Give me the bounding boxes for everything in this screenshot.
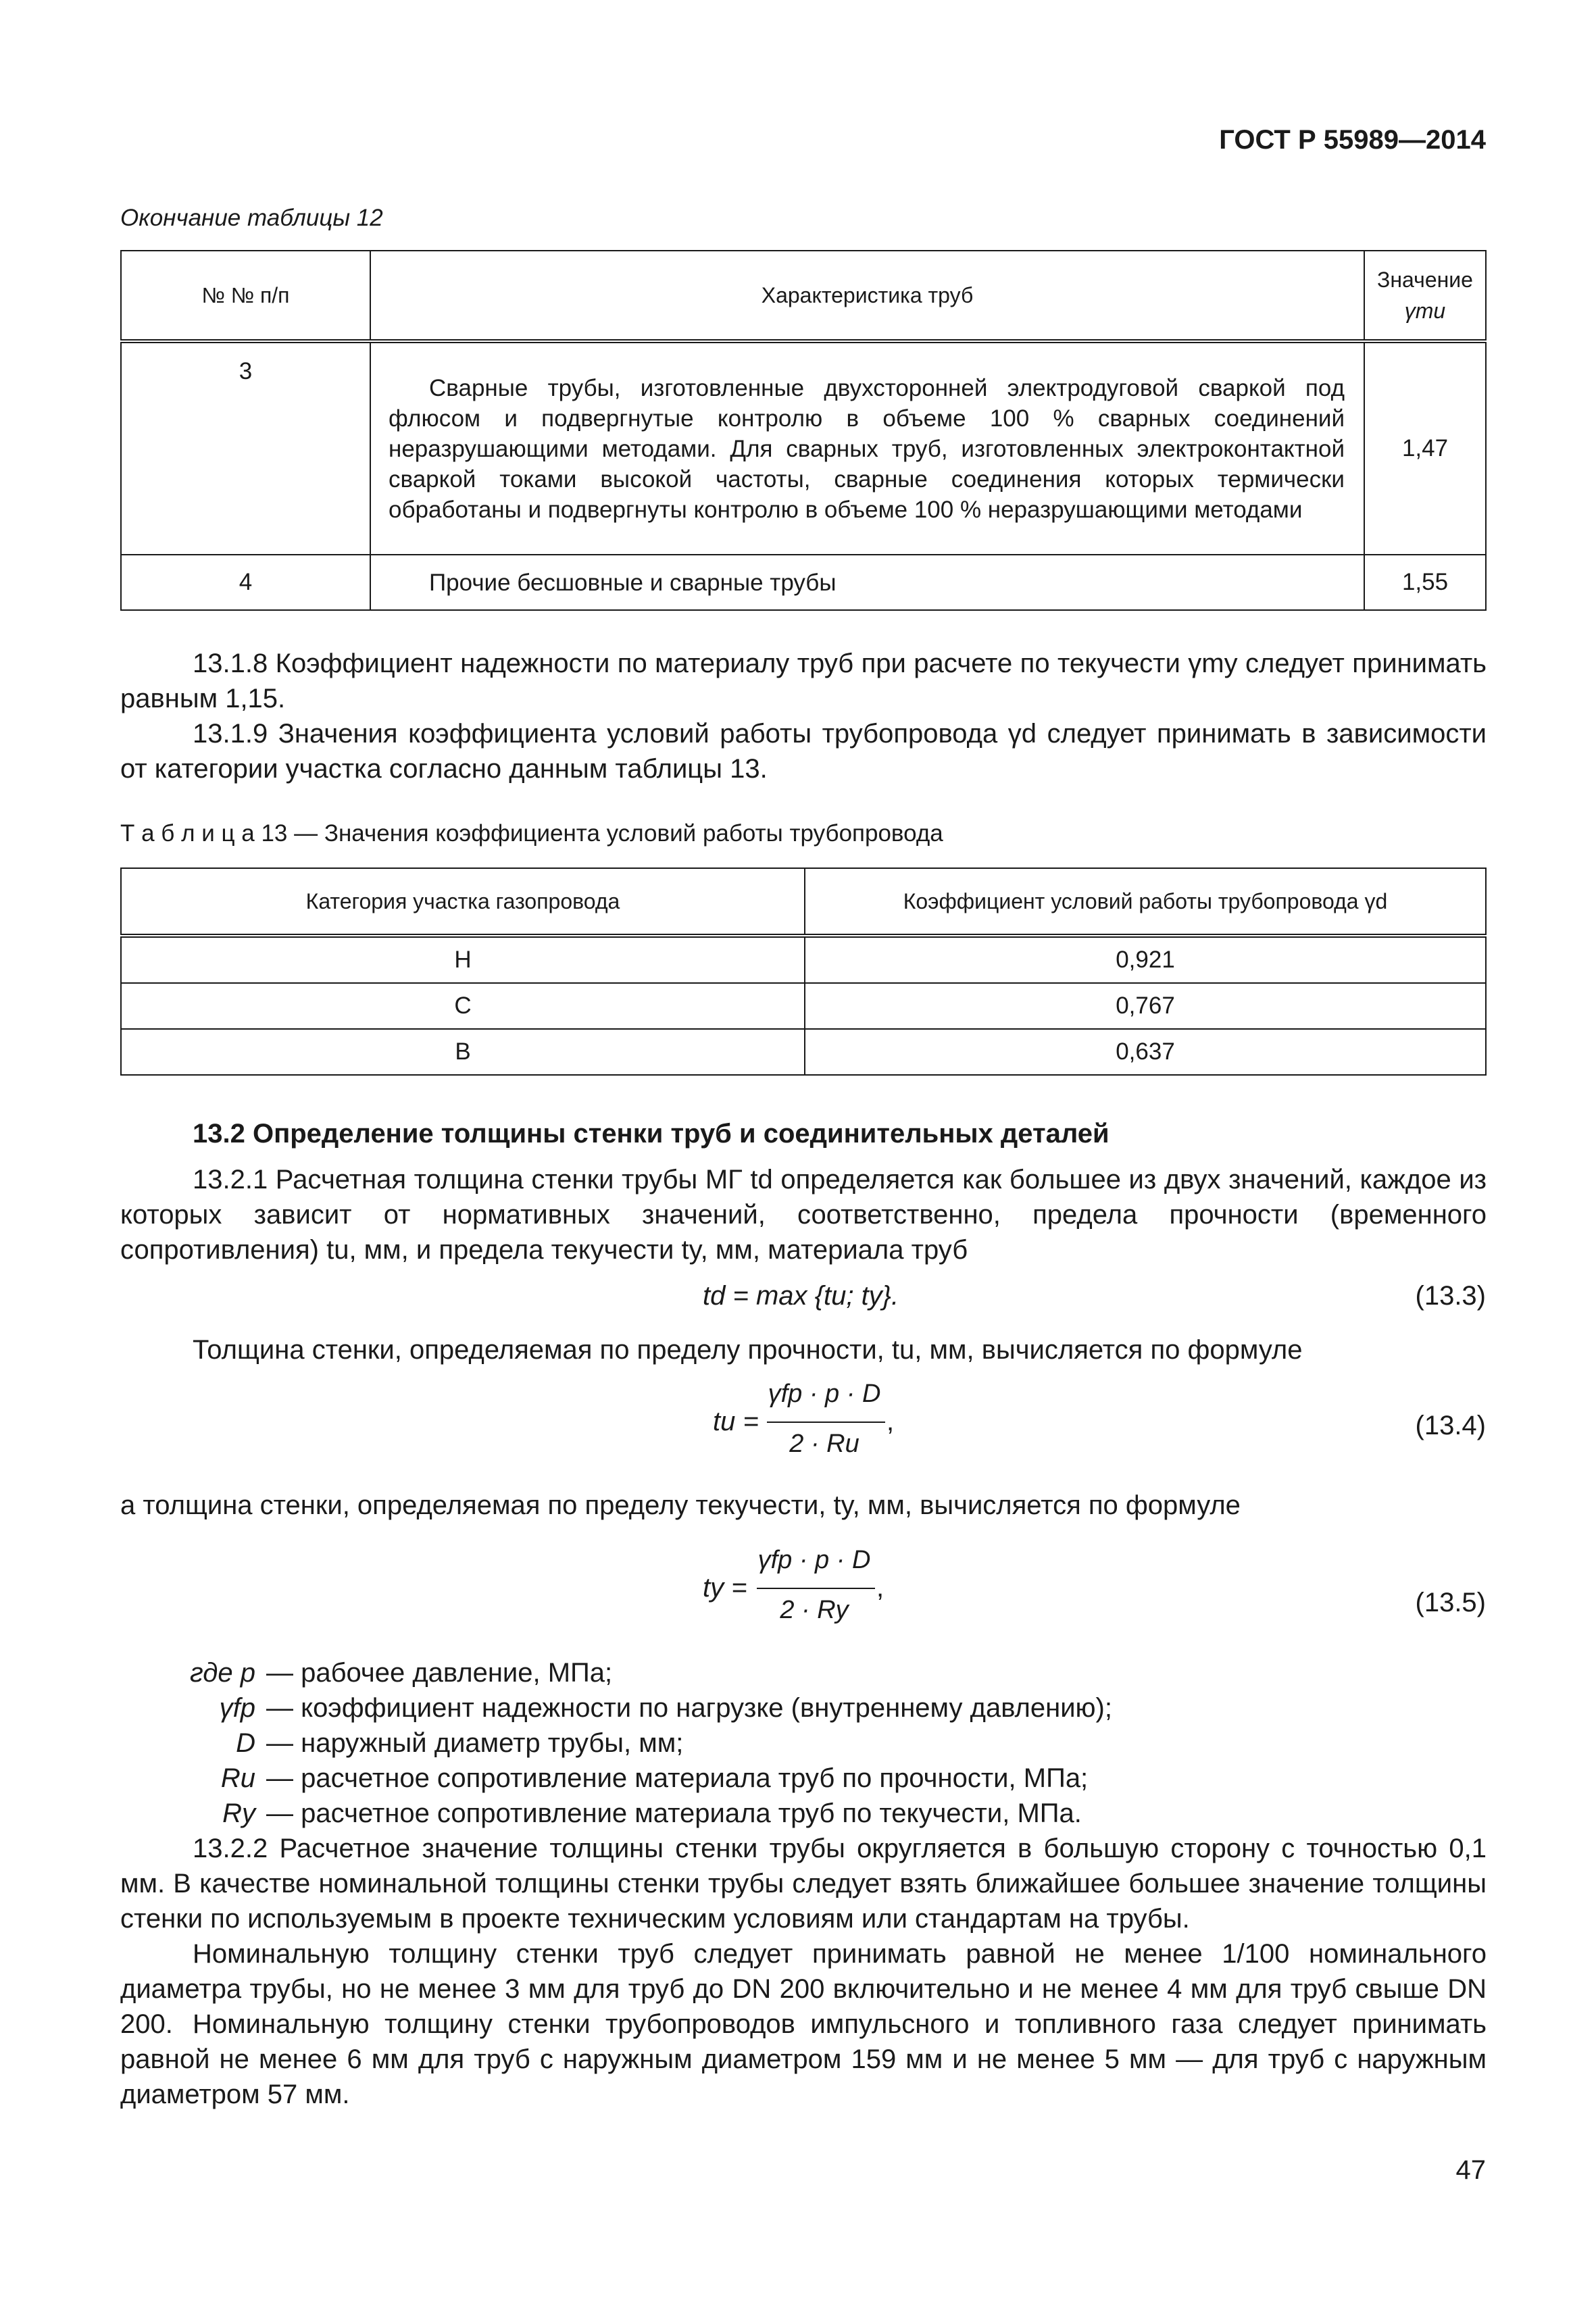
- eq-13-5-numerator: γfp · p · D: [757, 1546, 871, 1574]
- where-desc: — коэффициент надежности по нагрузке (внутреннему давлению);: [266, 1693, 1112, 1723]
- where-symbol: где p: [190, 1658, 255, 1688]
- eq-13-4-comma: ,: [887, 1407, 895, 1436]
- table13-col-category: Категория участка газопровода: [121, 868, 805, 936]
- table-row-cat: Н: [121, 936, 805, 983]
- table-row-cat: В: [121, 1029, 805, 1075]
- table-row-value: 0,921: [805, 936, 1486, 983]
- table-row-text: Прочие бесшовные и сварные трубы: [370, 555, 1364, 610]
- eq-13-4-fraction-bar: [767, 1422, 885, 1423]
- table-row-cat: С: [121, 983, 805, 1029]
- table12-col-char: Характеристика труб: [370, 251, 1364, 341]
- table-row-num: 3: [121, 341, 370, 555]
- table-13: [120, 867, 1487, 1076]
- table12-col-num: № № п/п: [121, 251, 370, 341]
- eq-13-4-numerator: γfp · p · D: [768, 1380, 881, 1408]
- table-row-text: Сварные трубы, изготовленные двухсторонней электродуговой сваркой под флюсом и подвергнутые контролю в объеме 100 % сварных соединений неразрушающими методами. Для сварных труб, изготовленных электроконтактной сваркой токами высокой частоты, сварные соединения которых термически обработаны и подвергнуты контролю в объеме 100 % неразрушающими методами: [370, 341, 1364, 555]
- para-13-1-8: 13.1.8 Коэффициент надежности по материалу труб при расчете по текучести γmy следует принимать равным 1,15.: [120, 649, 1487, 713]
- equation-13-3-number: (13.3): [1415, 1281, 1486, 1311]
- table13-caption: Т а б л и ц а 13 — Значения коэффициента условий работы трубопровода: [120, 820, 943, 847]
- where-list: [120, 1655, 1112, 1831]
- table-row-value: 1,47: [1364, 341, 1486, 555]
- table12-caption: Окончание таблицы 12: [120, 205, 383, 231]
- eq-13-4-denominator: 2 · Ru: [789, 1430, 859, 1458]
- equation-13-4-number: (13.4): [1415, 1411, 1486, 1440]
- para-tu: Толщина стенки, определяемая по пределу прочности, tu, мм, вычисляется по формуле: [193, 1335, 1303, 1365]
- page-number: 47: [1455, 2155, 1486, 2185]
- eq-13-4-lhs: tu =: [713, 1407, 759, 1436]
- where-symbol: Ry: [222, 1799, 255, 1828]
- para-nominal-1: Номинальную толщину стенки труб следует принимать равной не менее 1/100 номинального диаметра трубы, но не менее 3 мм для труб до DN 200 включительно и не менее 4 мм для труб свыше DN 200.: [120, 1939, 1487, 2039]
- table-12: [120, 250, 1487, 611]
- para-13-1-9: 13.1.9 Значения коэффициента условий работы трубопровода γd следует принимать в зависимости от категории участка согласно данным таблицы 13.: [120, 719, 1487, 784]
- table-row-value: 0,767: [805, 983, 1486, 1029]
- where-desc: — расчетное сопротивление материала труб по прочности, МПа;: [266, 1763, 1089, 1793]
- eq-13-5-comma: ,: [876, 1573, 884, 1603]
- eq-13-5-lhs: ty =: [703, 1573, 747, 1603]
- table-row-value: 0,637: [805, 1029, 1486, 1075]
- table-row-value: 1,55: [1364, 555, 1486, 610]
- para-13-2-1: 13.2.1 Расчетная толщина стенки трубы МГ td определяется как большее из двух значений, каждое из которых зависит от нормативных значений, соответственно, предела прочности (временного сопротивления) tu, мм, и предела текучести ty, мм, материала труб: [120, 1165, 1487, 1265]
- equation-13-5-number: (13.5): [1415, 1588, 1486, 1617]
- table12-col-val: Значение γmu: [1364, 251, 1486, 341]
- where-desc: — рабочее давление, МПа;: [266, 1658, 613, 1688]
- eq-13-5-denominator: 2 · Ry: [780, 1596, 849, 1624]
- para-ty: а толщина стенки, определяемая по пределу текучести, ty, мм, вычисляется по формуле: [120, 1490, 1241, 1520]
- document-id: ГОСТ Р 55989—2014: [1219, 125, 1486, 155]
- table13-col-coeff: Коэффициент условий работы трубопровода γd: [805, 868, 1486, 936]
- where-symbol: γfp: [219, 1693, 255, 1723]
- equation-13-3: td = max {tu; ty}.: [703, 1281, 899, 1311]
- para-13-2-2: 13.2.2 Расчетное значение толщины стенки трубы округляется в большую сторону с точностью 0,1 мм. В качестве номинальной толщины стенки трубы следует взять ближайшее большее значение толщины стенки по используемым в проекте техническим условиям или стандартам на трубы.: [120, 1834, 1487, 1934]
- where-desc: — расчетное сопротивление материала труб по текучести, МПа.: [266, 1799, 1082, 1828]
- para-nominal-2: Номинальную толщину стенки трубопроводов импульсного и топливного газа следует принимать равной не менее 6 мм для труб с наружным диаметром 159 мм и не менее 5 мм — для труб с наружным диаметром 57 мм.: [120, 2009, 1487, 2109]
- section-heading: 13.2 Определение толщины стенки труб и соединительных деталей: [193, 1119, 1109, 1149]
- where-desc: — наружный диаметр трубы, мм;: [266, 1728, 684, 1758]
- table-row-num: 4: [121, 555, 370, 610]
- where-symbol: D: [236, 1728, 255, 1758]
- eq-13-5-fraction-bar: [757, 1588, 875, 1589]
- where-symbol: Ru: [220, 1763, 255, 1793]
